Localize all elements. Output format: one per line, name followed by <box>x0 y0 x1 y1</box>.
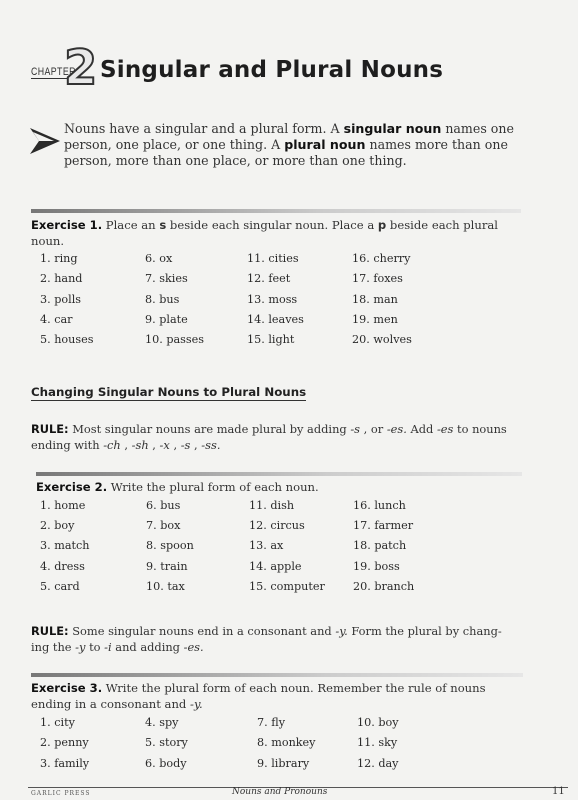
list-item: 18. man <box>352 292 398 306</box>
list-item: 14. leaves <box>247 312 304 326</box>
exercise-3-items <box>40 716 457 777</box>
arrow-icon <box>30 128 60 154</box>
list-item: 4. spy <box>145 716 179 729</box>
list-item: 18. patch <box>353 539 407 553</box>
list-item: 1. ring <box>40 252 78 265</box>
chapter-number: 2 <box>64 40 98 96</box>
exercise-1-instructions: Exercise 1. Place an s beside each singular noun. Place a p beside each plural noun. <box>31 218 499 248</box>
list-item: 7. box <box>146 519 181 533</box>
list-item: 9. plate <box>145 312 188 326</box>
list-item: 11. dish <box>249 499 295 512</box>
list-item: 11. sky <box>357 736 398 750</box>
list-item: 16. cherry <box>352 252 411 265</box>
list-item: 6. bus <box>146 499 181 512</box>
list-item: 4. dress <box>40 559 85 573</box>
book-section: Nouns and Pronouns <box>232 787 328 797</box>
rule-1: RULE: Most singular nouns are made plural by adding -s , or -es. Add -es to nouns ending with -ch , -sh , -x , -s , -ss. <box>31 422 507 452</box>
intro-paragraph: Nouns have a singular and a plural form. A singular noun names one person, one place, or one thing. A plural noun names more than one person, more than one place, or more than one thing. <box>64 121 514 168</box>
list-item: 2. boy <box>40 519 75 533</box>
exercise-2-items <box>40 499 453 600</box>
list-item: 1. city <box>40 716 75 729</box>
list-item: 12. feet <box>247 272 291 286</box>
exercise-1-items <box>40 252 452 353</box>
list-item: 9. library <box>257 756 310 770</box>
list-item: 5. card <box>40 579 80 593</box>
list-item: 2. hand <box>40 272 83 286</box>
list-item: 8. monkey <box>257 736 316 750</box>
list-item: 19. boss <box>353 559 400 573</box>
list-item: 7. fly <box>257 716 286 729</box>
list-item: 19. men <box>352 312 398 326</box>
list-item: 4. car <box>40 312 73 326</box>
list-item: 2. penny <box>40 736 89 750</box>
list-item: 14. apple <box>249 559 302 573</box>
list-item: 6. ox <box>145 252 173 265</box>
list-item: 20. wolves <box>352 333 412 347</box>
list-item: 9. train <box>146 559 188 573</box>
list-item: 13. moss <box>247 292 298 306</box>
rule-2: RULE: Some singular nouns end in a consonant and -y. Form the plural by chang-ing the -y to -i and adding -es. <box>31 624 502 654</box>
list-item: 6. body <box>145 756 187 770</box>
list-item: 8. spoon <box>146 539 194 553</box>
list-item: 5. story <box>145 736 188 750</box>
page-title: Singular and Plural Nouns <box>100 57 444 83</box>
list-item: 11. cities <box>247 252 299 265</box>
list-item: 10. tax <box>146 579 185 593</box>
list-item: 15. computer <box>249 579 325 593</box>
divider <box>36 472 522 476</box>
list-item: 3. family <box>40 756 90 770</box>
list-item: 15. light <box>247 333 295 347</box>
list-item: 3. polls <box>40 292 82 306</box>
list-item: 16. lunch <box>353 499 406 512</box>
list-item: 10. passes <box>145 333 205 347</box>
list-item: 3. match <box>40 539 90 553</box>
list-item: 8. bus <box>145 292 180 306</box>
divider <box>31 673 523 677</box>
divider <box>31 209 521 213</box>
list-item: 5. houses <box>40 333 94 347</box>
list-item: 20. branch <box>353 579 415 593</box>
list-item: 17. foxes <box>352 272 403 286</box>
list-item: 1. home <box>40 499 86 512</box>
page-number: 11 <box>552 786 565 797</box>
list-item: 12. circus <box>249 519 305 533</box>
list-item: 13. ax <box>249 539 284 553</box>
list-item: 17. farmer <box>353 519 414 533</box>
exercise-3-instructions: Exercise 3. Write the plural form of each noun. Remember the rule of nouns ending in a consonant and -y. <box>31 681 486 711</box>
list-item: 7. skies <box>145 272 188 286</box>
section-heading: Changing Singular Nouns to Plural Nouns <box>31 385 307 399</box>
chapter-label: CHAPTER <box>31 66 76 78</box>
exercise-2-instructions: Exercise 2. Write the plural form of each noun. <box>36 480 319 494</box>
list-item: 10. boy <box>357 716 399 729</box>
publisher-name: GARLIC PRESS <box>31 790 91 797</box>
list-item: 12. day <box>357 756 399 770</box>
